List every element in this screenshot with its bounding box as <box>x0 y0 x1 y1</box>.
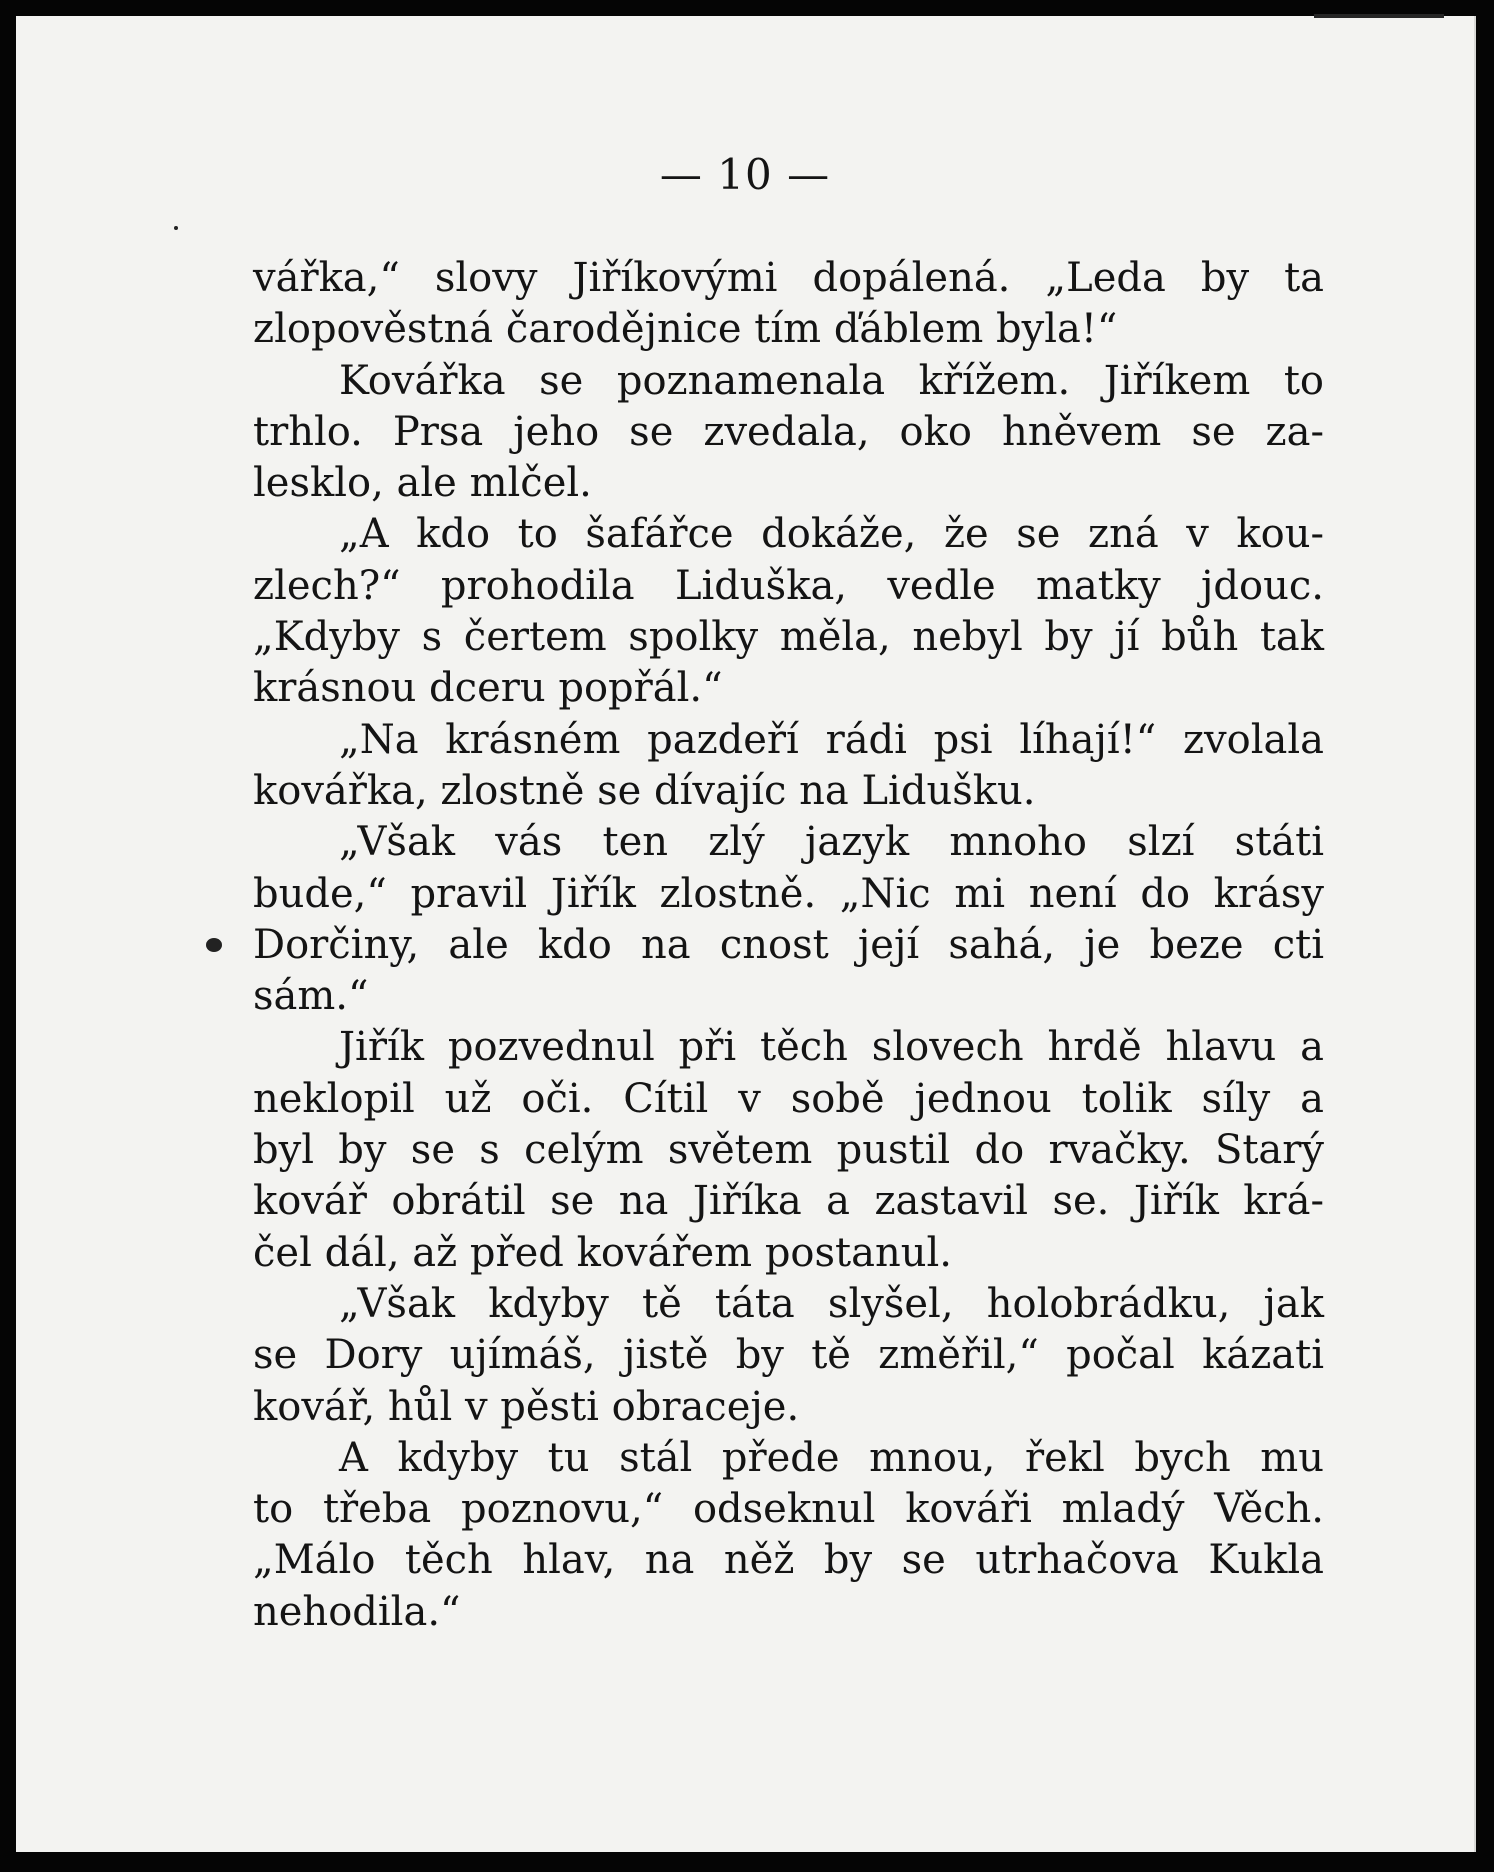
text-line: čel dál, až před kovářem postanul. <box>253 1229 952 1276</box>
text-line: vářka,“ slovy Jiříkovými dopálená. „Leda by ta <box>253 255 1324 301</box>
text-line: kovářka, zlostně se dívajíc na Lidušku. <box>253 767 1036 814</box>
text-line: byl by se s celým světem pustil do rvačky. Starý <box>253 1127 1324 1174</box>
text-line: lesklo, ale mlčel. <box>253 460 592 507</box>
text-line: zlopověstná čarodějnice tím ďáblem byla!“ <box>253 306 1118 353</box>
ink-speck <box>206 938 222 952</box>
text-line: A kdyby tu stál přede mnou, řekl bych mu <box>339 1434 1324 1481</box>
text-line: sám.“ <box>253 973 369 1020</box>
text-line: Dorčiny, ale kdo na cnost její sahá, je beze cti <box>253 921 1324 968</box>
text-line: krásnou dceru popřál.“ <box>253 665 723 712</box>
text-line: neklopil už oči. Cítil v sobě jednou tolik síly a <box>253 1075 1324 1122</box>
text-line: „Na krásném pazdeří rádi psi líhají!“ zvolala <box>339 716 1324 763</box>
body-text <box>253 253 1324 1638</box>
text-line: „Málo těch hlav, na něž by se utrhačova Kukla <box>253 1537 1324 1584</box>
text-line: „Však vás ten zlý jazyk mnoho slzí státi <box>339 819 1324 866</box>
text-line: kovář obrátil se na Jiříka a zastavil se. Jiřík krá- <box>253 1178 1324 1225</box>
text-line: „Kdyby s čertem spolky měla, nebyl by jí bůh tak <box>253 614 1324 661</box>
top-edge-rule <box>1314 14 1444 18</box>
text-line: kovář, hůl v pěsti obraceje. <box>253 1383 800 1430</box>
text-line: Kovářka se poznamenala křížem. Jiříkem to <box>339 357 1324 404</box>
text-line: „A kdo to šafářce dokáže, že se zná v kou- <box>339 511 1324 558</box>
text-line: se Dory ujímáš, jistě by tě změřil,“ počal kázati <box>253 1332 1324 1379</box>
text-line: trhlo. Prsa jeho se zvedala, oko hněvem se za- <box>253 408 1324 455</box>
text-line: Jiřík pozvednul při těch slovech hrdě hlavu a <box>339 1024 1324 1071</box>
ink-speck <box>174 226 178 230</box>
text-line: zlech?“ prohodila Liduška, vedle matky jdouc. <box>253 562 1324 609</box>
text-line: bude,“ pravil Jiřík zlostně. „Nic mi není do krásy <box>253 870 1324 917</box>
page-number: — 10 — <box>659 150 831 199</box>
text-line: to třeba poznovu,“ odseknul kováři mladý Věch. <box>253 1486 1324 1533</box>
book-page <box>16 16 1476 1852</box>
text-line: nehodila.“ <box>253 1588 461 1635</box>
text-line: „Však kdyby tě táta slyšel, holobrádku, jak <box>339 1280 1324 1327</box>
